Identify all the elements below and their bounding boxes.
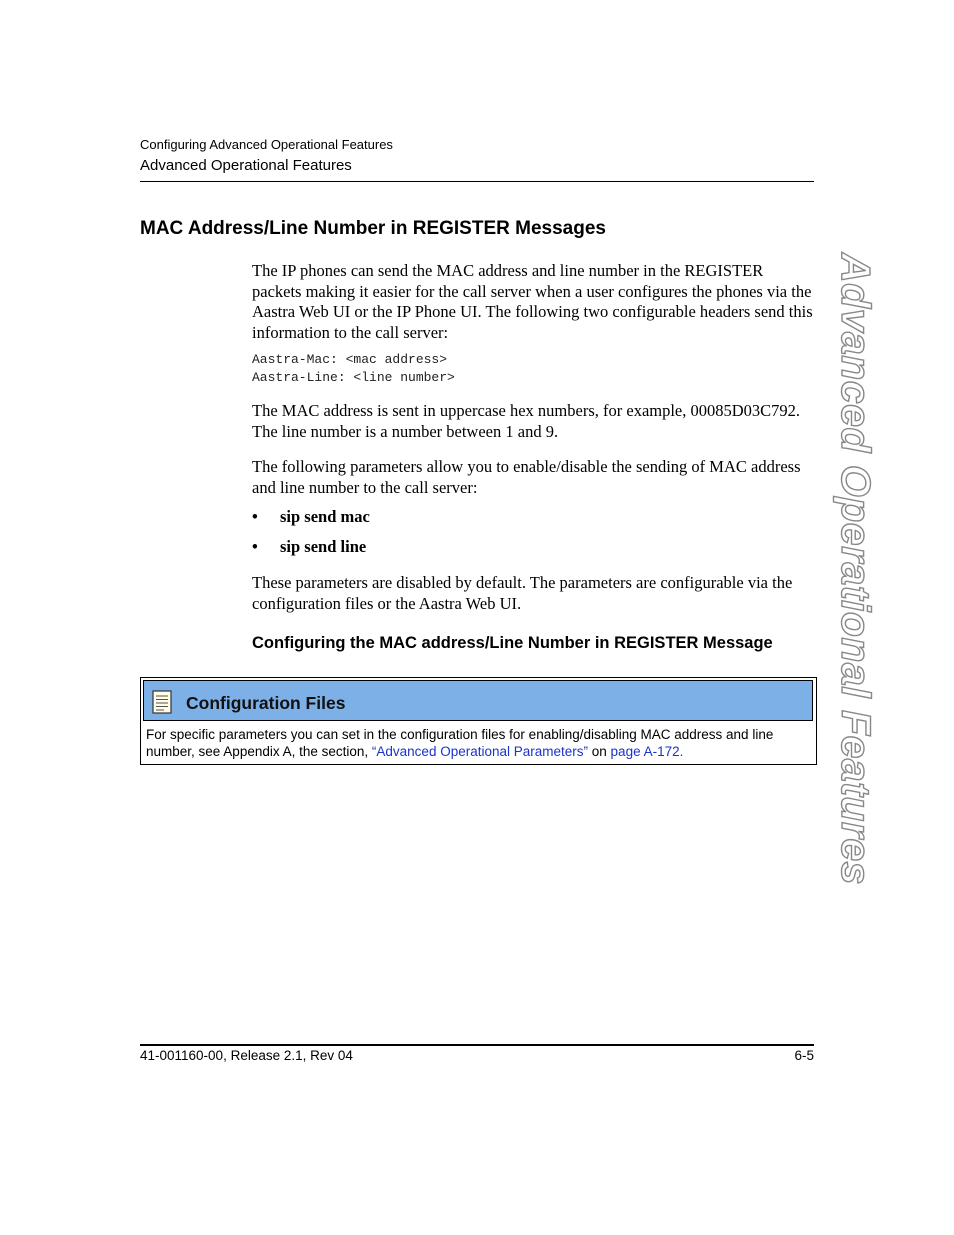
list-item-text: sip send line bbox=[280, 537, 367, 556]
section-heading: MAC Address/Line Number in REGISTER Messages bbox=[140, 218, 606, 239]
mac-format-paragraph: The MAC address is sent in uppercase hex numbers, for example, 00085D03C792. The line number is a number between 1 and 9. bbox=[252, 401, 801, 441]
list-item-text: sip send mac bbox=[280, 507, 370, 526]
config-text-part: . bbox=[679, 744, 684, 759]
intro-paragraph: The IP phones can send the MAC address and line number in the REGISTER packets making it easier for the call server when a user configures the phones via the Aastra Web UI or the IP Phone UI. The following two configurable headers send this information to the call server: bbox=[252, 261, 813, 342]
running-header-chapter: Configuring Advanced Operational Features bbox=[140, 137, 393, 152]
code-line: Aastra-Line: <line number> bbox=[252, 369, 455, 385]
document-icon bbox=[152, 690, 172, 714]
config-box-text bbox=[146, 726, 806, 760]
defaults-paragraph: These parameters are disabled by default. The parameters are configurable via the configuration files or the Aastra Web UI. bbox=[252, 573, 793, 613]
page-ref-link[interactable]: page A-172 bbox=[610, 744, 680, 759]
advanced-parameters-link[interactable]: “Advanced Operational Parameters” bbox=[371, 744, 589, 759]
code-sample bbox=[252, 351, 455, 386]
footer-rule bbox=[140, 1044, 814, 1046]
list-item: • sip send mac bbox=[252, 507, 370, 526]
list-item: • sip send line bbox=[252, 537, 367, 556]
footer-doc-id: 41-001160-00, Release 2.1, Rev 04 bbox=[140, 1048, 353, 1063]
footer-page-number: 6-5 bbox=[794, 1048, 814, 1063]
running-header-section: Advanced Operational Features bbox=[140, 157, 352, 174]
config-text-part: on bbox=[588, 744, 611, 759]
config-box-header bbox=[143, 680, 813, 721]
config-box-title: Configuration Files bbox=[186, 693, 346, 713]
side-tab-title: Advanced Operational Features bbox=[833, 253, 879, 885]
header-rule bbox=[140, 181, 814, 182]
config-text-part: For specific parameters you can set in the configuration files for enabling/disabling MAC address and line number, see Appendix A, the section, bbox=[146, 727, 774, 759]
code-line: Aastra-Mac: <mac address> bbox=[252, 352, 448, 367]
subsection-heading: Configuring the MAC address/Line Number in REGISTER Message bbox=[252, 634, 773, 652]
config-files-box bbox=[140, 677, 817, 765]
parameters-paragraph: The following parameters allow you to enable/disable the sending of MAC address and line number to the call server: bbox=[252, 457, 801, 497]
